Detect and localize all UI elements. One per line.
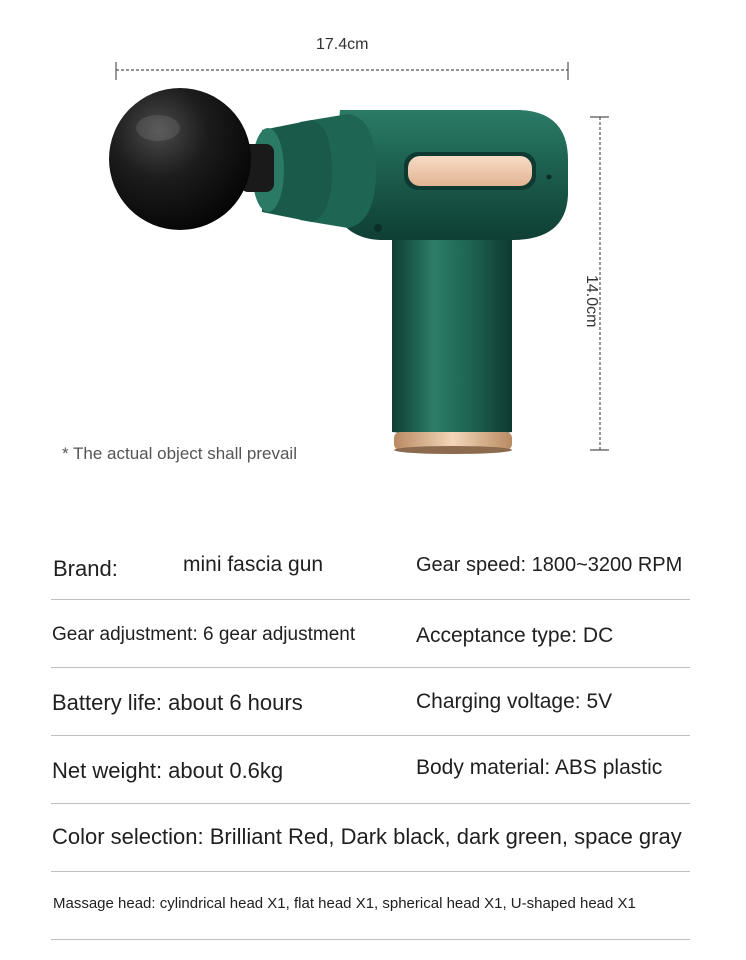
spec-row [51, 668, 690, 736]
height-label: 14.0cm [583, 275, 600, 328]
acceptance-type: Acceptance type: DC [416, 624, 614, 647]
brand-value: mini fascia gun [183, 553, 324, 576]
brand-label: Brand: [53, 556, 118, 581]
gear-speed: Gear speed: 1800~3200 RPM [416, 554, 683, 576]
spec-table [51, 530, 690, 940]
massage-ball-head [109, 88, 251, 230]
disclaimer-note: * The actual object shall prevail [62, 444, 297, 463]
gun-barrel [240, 110, 568, 240]
massage-head: Massage head: cylindrical head X1, flat head X1, spherical head X1, U-shaped head X1 [53, 895, 636, 912]
net-weight: Net weight: about 0.6kg [52, 758, 284, 783]
width-dimension-line [116, 62, 568, 80]
color-selection: Color selection: Brilliant Red, Dark black, dark green, space gray [52, 824, 682, 849]
spec-row [51, 804, 690, 872]
spec-row [51, 600, 690, 668]
charging-voltage: Charging voltage: 5V [416, 690, 613, 713]
spec-row [51, 530, 690, 600]
gear-adjustment: Gear adjustment: 6 gear adjustment [52, 624, 356, 645]
spec-row [51, 872, 690, 940]
width-label: 17.4cm [316, 36, 369, 53]
spec-row [51, 736, 690, 804]
battery-life: Battery life: about 6 hours [52, 690, 303, 715]
body-material: Body material: ABS plastic [416, 756, 663, 779]
